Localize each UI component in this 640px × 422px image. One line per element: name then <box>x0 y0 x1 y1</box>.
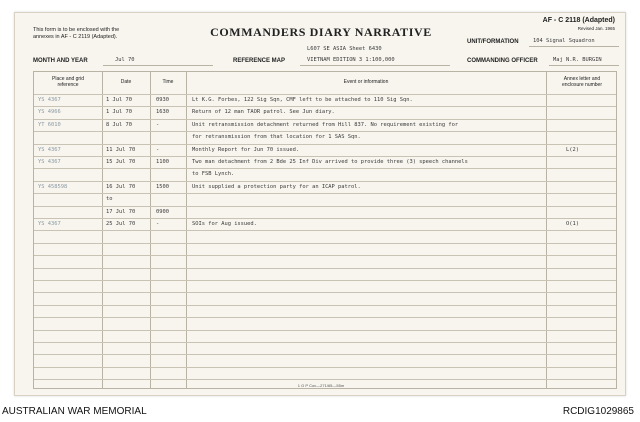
row-rule <box>34 330 616 331</box>
enclosure-note-line-2: annexes in AF - C 2119 (Adapted). <box>33 34 118 40</box>
entry-date: 8 Jul 70 <box>106 121 132 128</box>
month-year-value: Jul 70 <box>115 57 135 63</box>
enclosure-note-line-1: This form is to be enclosed with the <box>33 27 120 33</box>
column-header-annex-line-1: Annex letter and <box>563 76 601 82</box>
entry-date: 1 Jul 70 <box>106 109 132 116</box>
entry-time: - <box>156 146 160 153</box>
unit-label: UNIT/FORMATION <box>467 39 519 45</box>
entry-event: Unit supplied a protection party for an ICAP patrol. <box>192 183 361 190</box>
entry-event: Return of 12 man TAOR patrol. See Jun diary. <box>192 109 335 116</box>
table-row <box>34 219 616 231</box>
month-year-underline <box>103 65 213 66</box>
caption-identifier: RCDIG1029865 <box>562 406 634 417</box>
entry-ref: YS 4367 <box>38 221 61 227</box>
row-rule <box>34 268 616 269</box>
entry-time: 0900 <box>156 208 169 215</box>
diary-sheet <box>14 12 626 396</box>
entry-ref: YS 4367 <box>38 97 61 103</box>
row-rule <box>34 367 616 368</box>
unit-value: 104 Signal Squadron <box>533 38 595 44</box>
column-header-time: Time <box>162 79 174 85</box>
column-header-date: Date <box>120 79 132 85</box>
entry-date: 15 Jul 70 <box>106 159 136 165</box>
column-header-place-line-2: reference <box>57 82 79 88</box>
row-rule <box>34 317 616 318</box>
entry-ref: YS 458598 <box>38 183 68 190</box>
row-rule <box>34 292 616 293</box>
column-header-place <box>34 76 102 88</box>
table-row <box>34 145 616 157</box>
table-row <box>34 157 616 169</box>
entry-annex: L(2) <box>566 146 579 153</box>
co-value: Maj N.R. BURGIN <box>553 57 602 63</box>
entry-event: to FSB Lynch. <box>192 171 235 178</box>
entry-date: to <box>106 196 113 203</box>
entry-event: SOIs for Aug issued. <box>192 221 257 227</box>
diary-table <box>33 71 617 389</box>
reference-map-value-1: L607 SE ASIA Sheet 6430 <box>307 46 382 52</box>
table-row <box>34 169 616 181</box>
entry-event: Unit retransmission detachment returned from Hill 837. No requirement existing for <box>192 121 459 128</box>
column-header-annex-line-2: enclosure number <box>561 82 603 88</box>
table-row <box>34 132 616 144</box>
reference-map-underline <box>300 65 450 66</box>
entry-ref: YS 4367 <box>38 146 61 153</box>
form-code: AF - C 2118 (Adapted) <box>542 17 615 24</box>
form-revised: Revised Jan. 1965 <box>577 26 615 31</box>
month-year-label: MONTH AND YEAR <box>33 58 88 64</box>
reference-map-label: REFERENCE MAP <box>233 58 286 64</box>
row-rule <box>34 255 616 256</box>
column-header-event: Event or information <box>343 79 389 85</box>
table-row <box>34 95 616 107</box>
co-label: COMMANDING OFFICER <box>467 58 538 64</box>
column-header-place-line-1: Place and grid <box>52 76 84 82</box>
co-underline <box>549 65 619 66</box>
table-row <box>34 207 616 219</box>
table-row <box>34 194 616 206</box>
entry-date: 1 Jul 70 <box>106 97 132 103</box>
row-rule <box>34 342 616 343</box>
row-rule <box>34 243 616 244</box>
entry-time: - <box>156 221 160 227</box>
table-row <box>34 182 616 194</box>
table-row <box>34 120 616 132</box>
row-rule <box>34 354 616 355</box>
entry-time: 1500 <box>156 183 169 190</box>
entry-event: for retransmission from that location for 1 SAS Sqn. <box>192 134 361 141</box>
reference-map-value-2: VIETNAM EDITION 3 1:100,000 <box>307 57 395 63</box>
entry-date: 16 Jul 70 <box>106 183 136 190</box>
entry-time: 1100 <box>156 159 169 165</box>
entry-annex: O(1) <box>566 221 579 227</box>
entry-date: 11 Jul 70 <box>106 146 136 153</box>
entry-event: Lt K.G. Forbes, 122 Sig Sqn, CMF left to be attached to 110 Sig Sqn. <box>192 97 413 103</box>
entry-time: 1630 <box>156 109 169 116</box>
entry-ref: YS 4966 <box>38 109 61 116</box>
entry-date: 17 Jul 70 <box>106 208 136 215</box>
caption-institution: AUSTRALIAN WAR MEMORIAL <box>2 406 147 417</box>
column-header-annex <box>546 76 618 88</box>
form-title: COMMANDERS DIARY NARRATIVE <box>210 25 432 39</box>
entry-date: 25 Jul 70 <box>106 221 136 227</box>
unit-underline <box>529 46 619 47</box>
row-rule <box>34 280 616 281</box>
row-rule <box>34 305 616 306</box>
entry-time: 0930 <box>156 97 169 103</box>
entry-event: Monthly Report for Jun 70 issued. <box>192 146 300 153</box>
entry-time: - <box>156 121 160 128</box>
entry-event: Two man detachment from 2 Bde 25 Inf Div arrived to provide three (3) speech channels <box>192 159 468 165</box>
entry-ref: YT 6010 <box>38 121 61 128</box>
row-rule <box>34 379 616 380</box>
entry-ref: YS 4367 <box>38 159 61 165</box>
form-footer: 1 G P Cov—271/65—55m <box>297 383 345 388</box>
table-row <box>34 107 616 119</box>
